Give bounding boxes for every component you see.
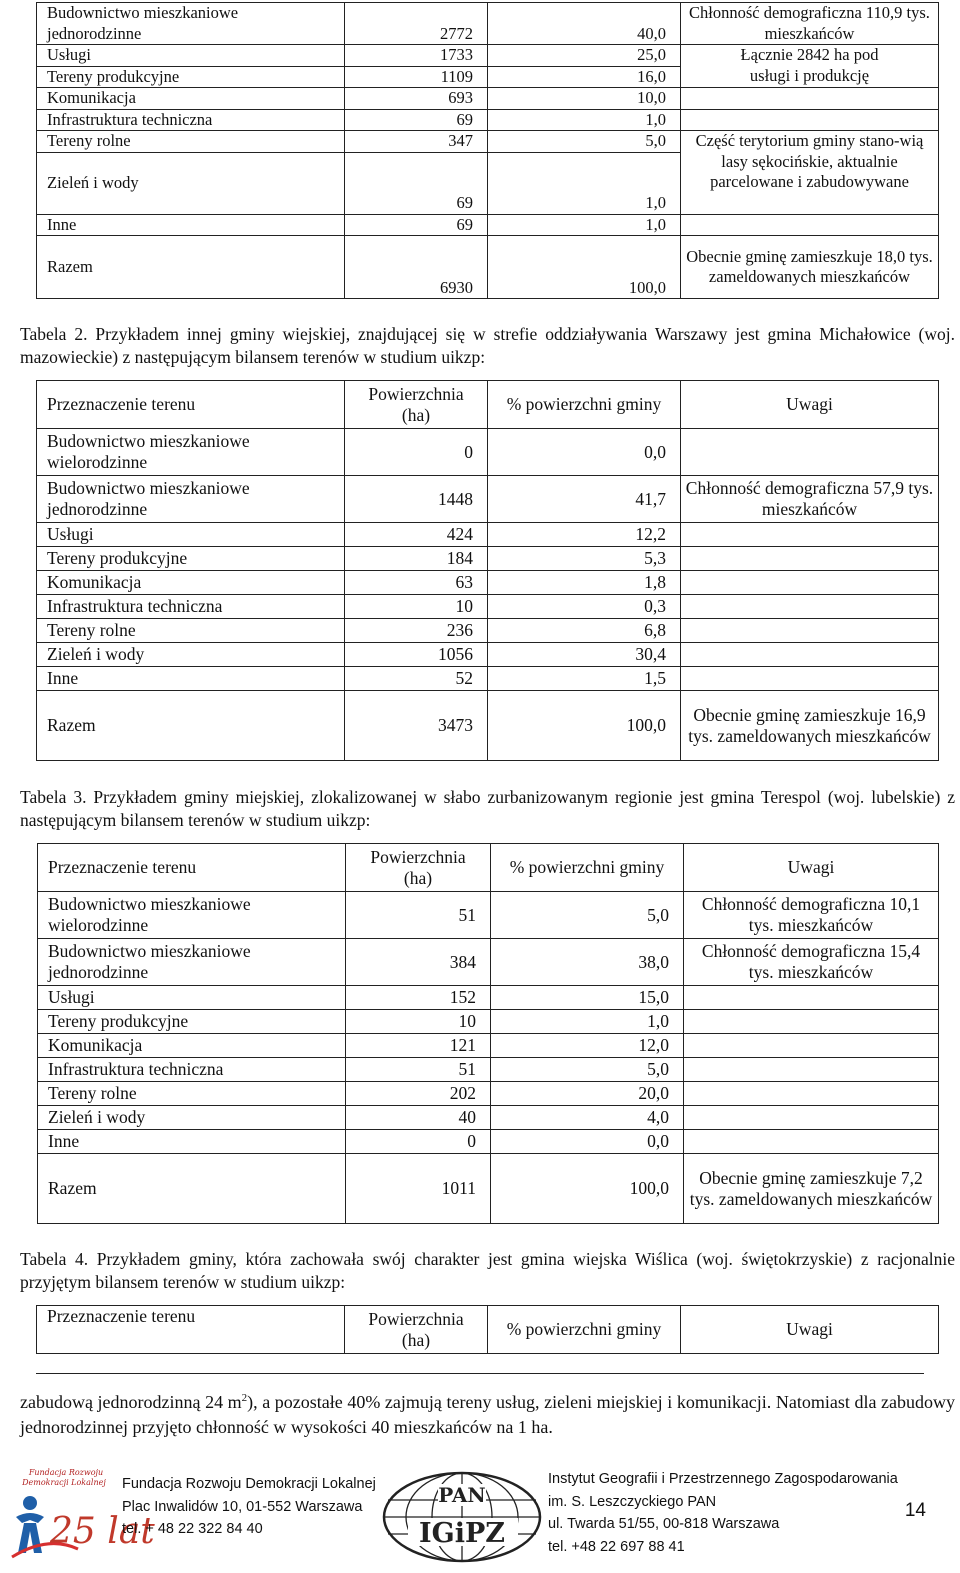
footer-line: tel. + 48 22 322 84 40 — [122, 1521, 263, 1537]
column-header: % powierzchni gminy — [488, 1306, 681, 1354]
table-cell: Część terytorium gminy stano-wią lasy sękocińskie, aktualnie parcelowane i zabudowywane — [681, 131, 939, 215]
table-row — [37, 476, 939, 523]
table-cell: 52 — [345, 667, 488, 691]
table-row — [37, 523, 939, 547]
table-cell: 20,0 — [491, 1082, 684, 1106]
table-cell: Usługi — [37, 45, 345, 67]
table-row — [37, 667, 939, 691]
table-cell: 41,7 — [488, 476, 681, 523]
table-cell: Infrastruktura techniczna — [38, 1058, 346, 1082]
table-cell: Budownictwo mieszkaniowe wielorodzinne — [37, 429, 345, 476]
table-cell: 1,0 — [488, 152, 681, 214]
table-cell: 1448 — [345, 476, 488, 523]
table-cell: Razem — [37, 236, 345, 299]
footer-line: Instytut Geografii i Przestrzennego Zagospodarowania — [548, 1471, 898, 1487]
table-cell: Chłonność demograficzna 15,4 tys. mieszkańców — [684, 939, 939, 986]
land-use-table-1 — [36, 2, 939, 299]
table-cell — [681, 88, 939, 110]
table-cell: Tereny rolne — [37, 131, 345, 153]
table-cell: 10 — [346, 1010, 491, 1034]
table-cell: 1056 — [345, 643, 488, 667]
table-cell — [681, 667, 939, 691]
column-header: Przeznaczenie terenu — [38, 844, 346, 892]
table-cell: Inne — [37, 214, 345, 236]
table-cell: 152 — [346, 986, 491, 1010]
table-cell: Budownictwo mieszkaniowe wielorodzinne — [38, 892, 346, 939]
table-cell: 121 — [346, 1034, 491, 1058]
table-cell — [681, 214, 939, 236]
fundacja-logo — [8, 1465, 155, 1565]
table-cell: 693 — [345, 88, 488, 110]
table-row — [38, 986, 939, 1010]
table-cell: 424 — [345, 523, 488, 547]
table-cell: 51 — [346, 1058, 491, 1082]
table-caption-4: Tabela 4. Przykładem gminy, która zachowała swój charakter jest gmina wiejska Wiślica (woj. świętokrzyskie) z racjonalnie przyjętym bilansem terenów w studium uikzp: — [20, 1249, 955, 1292]
table-cell — [684, 1130, 939, 1154]
column-header: % powierzchni gminy — [488, 381, 681, 429]
table-cell: 25,0 — [488, 45, 681, 67]
table-cell: 40 — [346, 1106, 491, 1130]
table-cell: Usługi — [37, 523, 345, 547]
page-number: 14 — [904, 1500, 926, 1521]
table-cell — [681, 643, 939, 667]
table-cell: 347 — [345, 131, 488, 153]
table-cell: Komunikacja — [37, 571, 345, 595]
table-cell: Tereny rolne — [37, 619, 345, 643]
table-row — [38, 892, 939, 939]
table-cell: 0,0 — [491, 1130, 684, 1154]
table-cell: Razem — [37, 691, 345, 761]
body-text: ), a pozostałe 40% zajmują tereny usług, zieleni miejskiej i komunikacji. Natomiast dla zabudowy jednorodzinnej przyjęto chłonność w wysokości 40 mieszkańców na 1 ha. — [20, 1392, 955, 1437]
column-header: Uwagi — [681, 381, 939, 429]
table-cell: 0 — [346, 1130, 491, 1154]
table-cell: 202 — [346, 1082, 491, 1106]
land-use-table-4 — [36, 1305, 939, 1354]
table-row — [38, 939, 939, 986]
table-cell: Obecnie gminę zamieszkuje 7,2 tys. zameldowanych mieszkańców — [684, 1154, 939, 1224]
table-cell: 100,0 — [491, 1154, 684, 1224]
table2-body — [37, 429, 939, 761]
table-cell: 100,0 — [488, 691, 681, 761]
footer-line: ul. Twarda 51/55, 00-818 Warszawa — [548, 1516, 780, 1532]
table-cell: 6,8 — [488, 619, 681, 643]
table-cell: 6930 — [345, 236, 488, 299]
table-cell: 15,0 — [491, 986, 684, 1010]
table-cell: Infrastruktura techniczna — [37, 109, 345, 131]
column-header: Powierzchnia (ha) — [345, 381, 488, 429]
table-cell: Chłonność demograficzna 57,9 tys. mieszkańców — [681, 476, 939, 523]
table-cell: Chłonność demograficzna 110,9 tys. mieszkańców — [681, 3, 939, 45]
table-caption-2: Tabela 2. Przykładem innej gminy wiejskiej, znajdującej się w strefie oddziaływania Warszawy jest gmina Michałowice (woj. mazowieckie) z następującym bilansem terenów w studium uikzp: — [20, 324, 955, 367]
table-cell — [681, 109, 939, 131]
table-cell: 1,0 — [491, 1010, 684, 1034]
table-cell: 5,0 — [491, 892, 684, 939]
table-cell: Komunikacja — [38, 1034, 346, 1058]
table-cell: Budownictwo mieszkaniowe jednorodzinne — [38, 939, 346, 986]
table-cell — [684, 1034, 939, 1058]
table-cell: 1,0 — [488, 109, 681, 131]
igipz-logo — [380, 1470, 545, 1565]
table-cell — [684, 1106, 939, 1130]
body-text: zabudową jednorodzinną 24 m — [20, 1392, 242, 1412]
table-cell — [681, 429, 939, 476]
table-cell: 0,0 — [488, 429, 681, 476]
footer-line: Plac Inwalidów 10, 01-552 Warszawa — [122, 1498, 363, 1515]
table-cell: Infrastruktura techniczna — [37, 595, 345, 619]
table-cell: 5,0 — [491, 1058, 684, 1082]
table-cell: 0,3 — [488, 595, 681, 619]
footer-line: Fundacja Rozwoju Demokracji Lokalnej — [122, 1476, 376, 1492]
table-cell: 4,0 — [491, 1106, 684, 1130]
table-cell — [684, 1010, 939, 1034]
footer-left-address — [122, 1473, 376, 1541]
column-header: Powierzchnia (ha) — [345, 1306, 488, 1354]
table-cell — [681, 595, 939, 619]
logo-text: Fundacja Rozwoju — [28, 1468, 104, 1477]
column-header: Przeznaczenie terenu — [37, 1306, 345, 1354]
table-row — [38, 1034, 939, 1058]
table-cell: Budownictwo mieszkaniowe jednorodzinne — [37, 476, 345, 523]
table-cell: Tereny produkcyjne — [37, 547, 345, 571]
table-cell: Inne — [38, 1130, 346, 1154]
column-header: Powierzchnia (ha) — [346, 844, 491, 892]
footer-line: im. S. Leszczyckiego PAN — [548, 1493, 717, 1510]
table-cell — [681, 523, 939, 547]
table-cell: 12,0 — [491, 1034, 684, 1058]
table-cell: Obecnie gminę zamieszkuje 18,0 tys. zameldowanych mieszkańców — [681, 236, 939, 299]
table-cell: Inne — [37, 667, 345, 691]
table-cell: 10 — [345, 595, 488, 619]
table-cell: 63 — [345, 571, 488, 595]
table-cell: Tereny produkcyjne — [37, 66, 345, 88]
column-header: Uwagi — [681, 1306, 939, 1354]
table-cell: 69 — [345, 152, 488, 214]
table-row — [37, 571, 939, 595]
superscript: 2 — [241, 1392, 248, 1404]
table-cell: Komunikacja — [37, 88, 345, 110]
land-use-table-2 — [36, 380, 939, 761]
table-cell: Budownictwo mieszkaniowe jednorodzinne — [37, 3, 345, 45]
table-cell: 384 — [346, 939, 491, 986]
table-cell: 236 — [345, 619, 488, 643]
logo-mark: 25 lat — [50, 1511, 155, 1552]
table-cell: Obecnie gminę zamieszkuje 16,9 tys. zameldowanych mieszkańców — [681, 691, 939, 761]
footer-right-address — [548, 1468, 898, 1558]
table-cell: Chłonność demograficzna 10,1 tys. mieszkańców — [684, 892, 939, 939]
table-row — [37, 595, 939, 619]
table-row — [38, 1154, 939, 1224]
table-cell: 5,0 — [488, 131, 681, 153]
table-cell: 0 — [345, 429, 488, 476]
logo-text: PAN — [438, 1483, 486, 1507]
table-cell: 1011 — [346, 1154, 491, 1224]
table-cell: 100,0 — [488, 236, 681, 299]
logo-text: Demokracji Lokalnej — [22, 1478, 106, 1487]
table-cell: 40,0 — [488, 3, 681, 45]
table-cell: 184 — [345, 547, 488, 571]
table-cell: Zieleń i wody — [37, 643, 345, 667]
table-cell: 1,8 — [488, 571, 681, 595]
column-header: Uwagi — [684, 844, 939, 892]
table-cell: 1109 — [345, 66, 488, 88]
table-cell: Zieleń i wody — [38, 1106, 346, 1130]
table-cell — [681, 547, 939, 571]
column-header: Przeznaczenie terenu — [37, 381, 345, 429]
table-cell: 16,0 — [488, 66, 681, 88]
table-cell: 12,2 — [488, 523, 681, 547]
table-row — [38, 1082, 939, 1106]
table-row — [37, 429, 939, 476]
table-cell — [681, 619, 939, 643]
table-row — [38, 1058, 939, 1082]
table-cell: 69 — [345, 109, 488, 131]
table3-body — [38, 892, 939, 1224]
table-cell: 38,0 — [491, 939, 684, 986]
table-cell: 5,3 — [488, 547, 681, 571]
table-cell: 1,5 — [488, 667, 681, 691]
table-caption-3: Tabela 3. Przykładem gminy miejskiej, zlokalizowanej w słabo zurbanizowanym regionie jest gmina Terespol (woj. lubelskie) z następującym bilansem terenów w studium uikzp: — [20, 787, 955, 830]
table-cell: 51 — [346, 892, 491, 939]
table-cell: Tereny produkcyjne — [38, 1010, 346, 1034]
table-row — [38, 1010, 939, 1034]
table-row — [38, 1106, 939, 1130]
table-row — [37, 619, 939, 643]
table-cell: 30,4 — [488, 643, 681, 667]
table-cell: Zieleń i wody — [37, 152, 345, 214]
table-row — [37, 691, 939, 761]
logo-text: IGiPZ — [419, 1518, 505, 1549]
table-cell: 1733 — [345, 45, 488, 67]
land-use-table-3 — [37, 843, 939, 1224]
table-cell: 69 — [345, 214, 488, 236]
table-row — [37, 643, 939, 667]
table-cell: 2772 — [345, 3, 488, 45]
table-cell — [684, 1058, 939, 1082]
body-paragraph — [20, 1386, 955, 1440]
table-cell: Razem — [38, 1154, 346, 1224]
table-cell: 1,0 — [488, 214, 681, 236]
table-row — [37, 547, 939, 571]
section-divider — [36, 1373, 924, 1374]
table-cell: Łącznie 2842 ha pod usługi i produkcję — [681, 45, 939, 88]
table-cell — [684, 1082, 939, 1106]
footer-line: tel. +48 22 697 88 41 — [548, 1538, 685, 1555]
table-cell — [684, 986, 939, 1010]
table-row — [38, 1130, 939, 1154]
table-cell: Usługi — [38, 986, 346, 1010]
table-cell: Tereny rolne — [38, 1082, 346, 1106]
table-cell — [681, 571, 939, 595]
column-header: % powierzchni gminy — [491, 844, 684, 892]
table-cell: 3473 — [345, 691, 488, 761]
table-cell: 10,0 — [488, 88, 681, 110]
